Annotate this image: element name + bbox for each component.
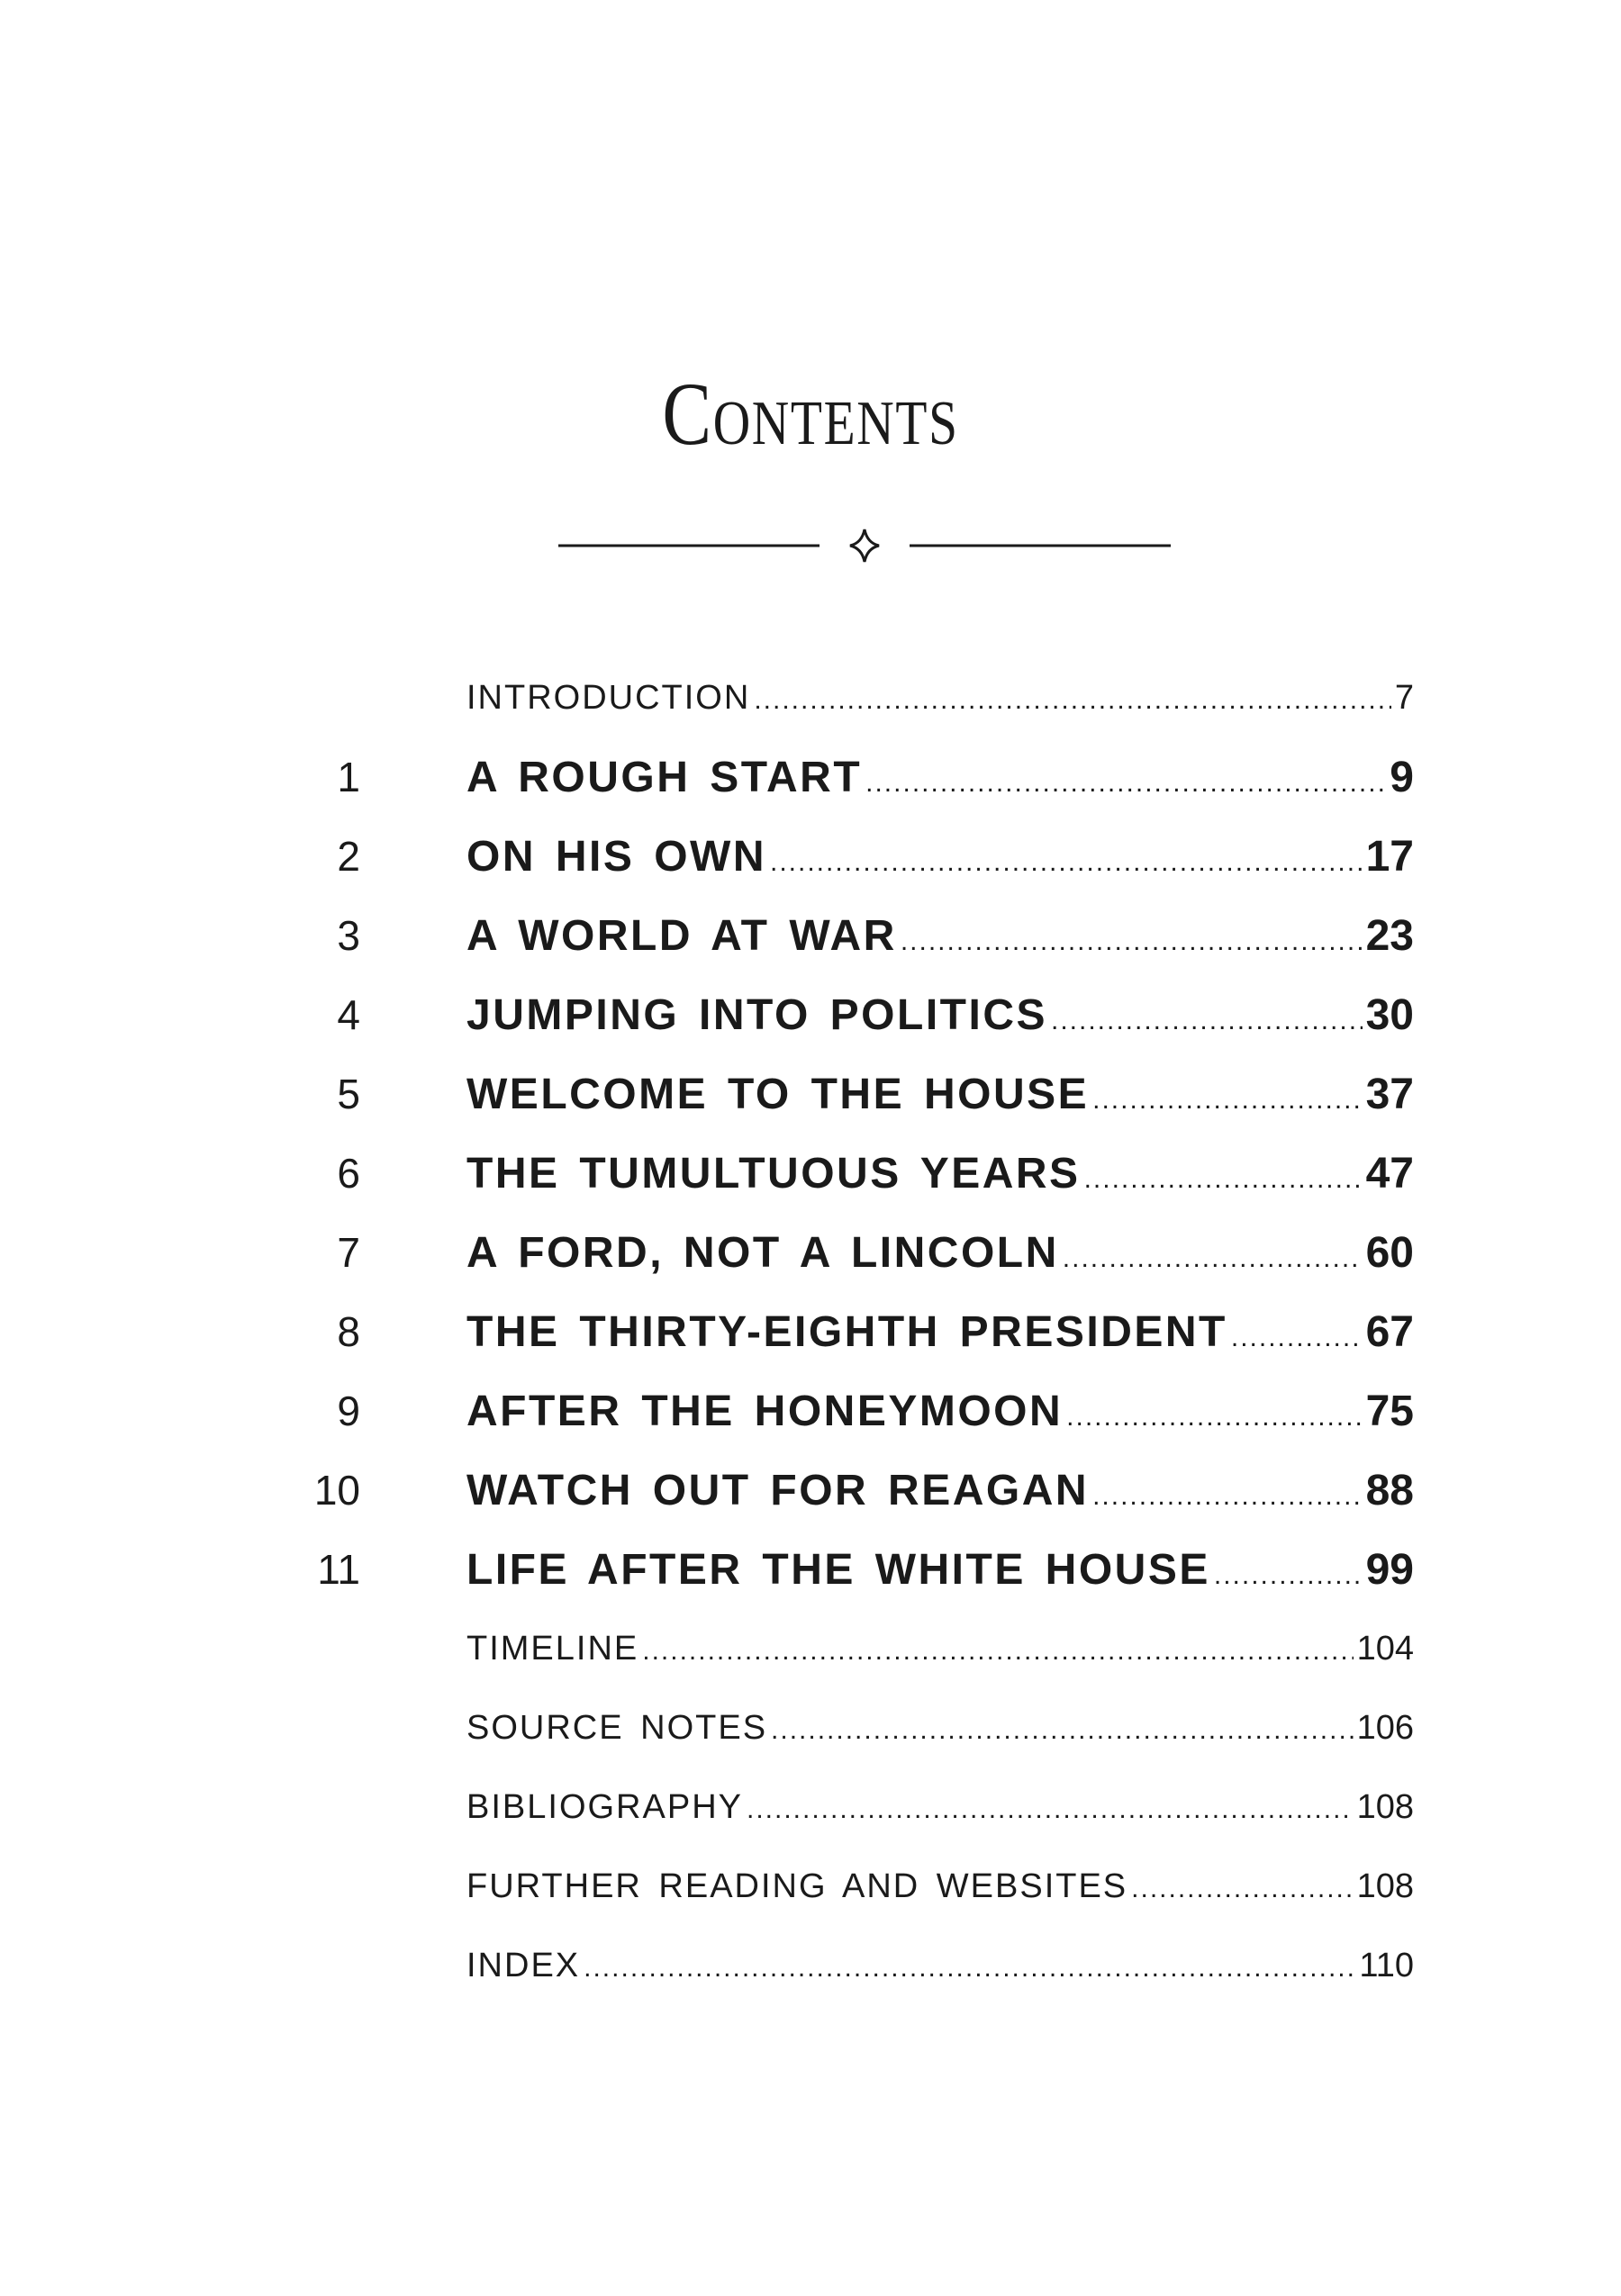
chapter-number: 11	[317, 1546, 360, 1593]
entry-title: TIMELINE	[466, 1630, 639, 1668]
entry-title: LIFE AFTER THE WHITE HOUSE	[466, 1546, 1210, 1594]
toc-entry-bibliography[interactable]	[297, 1767, 1414, 1847]
dot-leader	[865, 744, 1386, 823]
dot-leader	[1051, 981, 1363, 1061]
entry-title: WATCH OUT FOR REAGAN	[466, 1467, 1090, 1514]
dot-leader	[1131, 1849, 1353, 1929]
dot-leader	[1092, 1457, 1363, 1536]
page-number: 30	[1365, 991, 1414, 1039]
page-title: Contents	[662, 364, 959, 464]
toc-entry-chapter-2[interactable]	[297, 817, 1414, 896]
toc-entry-chapter-1[interactable]	[297, 737, 1414, 817]
toc-entry-chapter-10[interactable]	[297, 1451, 1414, 1530]
page-number: 99	[1365, 1546, 1414, 1594]
table-of-contents	[297, 658, 1414, 2005]
entry-title: WELCOME TO THE HOUSE	[466, 1071, 1090, 1118]
page-number: 75	[1365, 1388, 1414, 1435]
entry-title: THE THIRTY-EIGHTH PRESIDENT	[466, 1308, 1227, 1356]
ornament-divider	[558, 519, 1171, 573]
page-number: 88	[1365, 1467, 1414, 1514]
toc-entry-chapter-5[interactable]	[297, 1054, 1414, 1134]
dot-leader	[1214, 1536, 1363, 1615]
dot-leader	[754, 661, 1391, 740]
chapter-number: 5	[337, 1071, 360, 1117]
chapter-number: 2	[337, 833, 360, 880]
dot-leader	[901, 902, 1363, 981]
chapter-number: 3	[337, 912, 360, 959]
dot-leader	[1231, 1298, 1363, 1378]
dot-leader	[1066, 1378, 1362, 1457]
chapter-number: 4	[337, 991, 360, 1038]
entry-title: AFTER THE HONEYMOON	[466, 1388, 1064, 1435]
entry-title: FURTHER READING AND WEBSITES	[466, 1867, 1128, 1905]
chapter-number: 8	[337, 1308, 360, 1355]
entry-title: ON HIS OWN	[466, 833, 766, 881]
chapter-number: 1	[337, 754, 360, 800]
toc-entry-chapter-3[interactable]	[297, 896, 1414, 975]
page-number: 108	[1356, 1788, 1414, 1826]
diamond-star-icon	[850, 529, 879, 562]
toc-entry-introduction[interactable]	[297, 658, 1414, 737]
dot-leader	[770, 823, 1363, 902]
entry-title: THE TUMULTUOUS YEARS	[466, 1150, 1081, 1198]
page-number: 7	[1394, 679, 1414, 717]
page-number: 37	[1365, 1071, 1414, 1118]
dot-leader	[642, 1612, 1353, 1691]
toc-entry-index[interactable]	[297, 1926, 1414, 2005]
page-number: 17	[1365, 833, 1414, 881]
dot-leader	[1063, 1219, 1363, 1298]
entry-title: INTRODUCTION	[466, 679, 751, 717]
toc-entry-chapter-9[interactable]	[297, 1371, 1414, 1451]
page-number: 23	[1365, 912, 1414, 960]
entry-title: A ROUGH START	[466, 754, 863, 801]
page-number: 110	[1359, 1947, 1414, 1984]
page-number: 67	[1365, 1308, 1414, 1356]
dot-leader	[1084, 1140, 1363, 1219]
entry-title: SOURCE NOTES	[466, 1709, 768, 1747]
entry-title: A WORLD AT WAR	[466, 912, 897, 960]
page-number: 106	[1356, 1709, 1414, 1747]
entry-title: JUMPING INTO POLITICS	[466, 991, 1047, 1039]
chapter-number: 6	[337, 1150, 360, 1197]
entry-title: A FORD, NOT A LINCOLN	[466, 1229, 1059, 1277]
dot-leader	[584, 1929, 1355, 2008]
toc-entry-chapter-4[interactable]	[297, 975, 1414, 1054]
entry-title: BIBLIOGRAPHY	[466, 1788, 743, 1826]
page-number: 104	[1356, 1630, 1414, 1668]
dot-leader	[771, 1691, 1354, 1770]
dot-leader	[747, 1770, 1354, 1849]
toc-entry-chapter-7[interactable]	[297, 1213, 1414, 1292]
page-number: 47	[1365, 1150, 1414, 1198]
toc-entry-chapter-6[interactable]	[297, 1134, 1414, 1213]
entry-title: INDEX	[466, 1947, 581, 1984]
chapter-number: 10	[313, 1467, 360, 1514]
chapter-number: 9	[337, 1388, 360, 1434]
chapter-number: 7	[337, 1229, 360, 1276]
dot-leader	[1092, 1061, 1362, 1140]
toc-entry-source-notes[interactable]	[297, 1688, 1414, 1767]
page-number: 108	[1356, 1867, 1414, 1905]
page-number: 9	[1390, 754, 1414, 801]
toc-entry-timeline[interactable]	[297, 1609, 1414, 1688]
toc-entry-further-reading[interactable]	[297, 1847, 1414, 1926]
toc-entry-chapter-11[interactable]	[297, 1530, 1414, 1609]
page-number: 60	[1365, 1229, 1414, 1277]
toc-entry-chapter-8[interactable]	[297, 1292, 1414, 1371]
